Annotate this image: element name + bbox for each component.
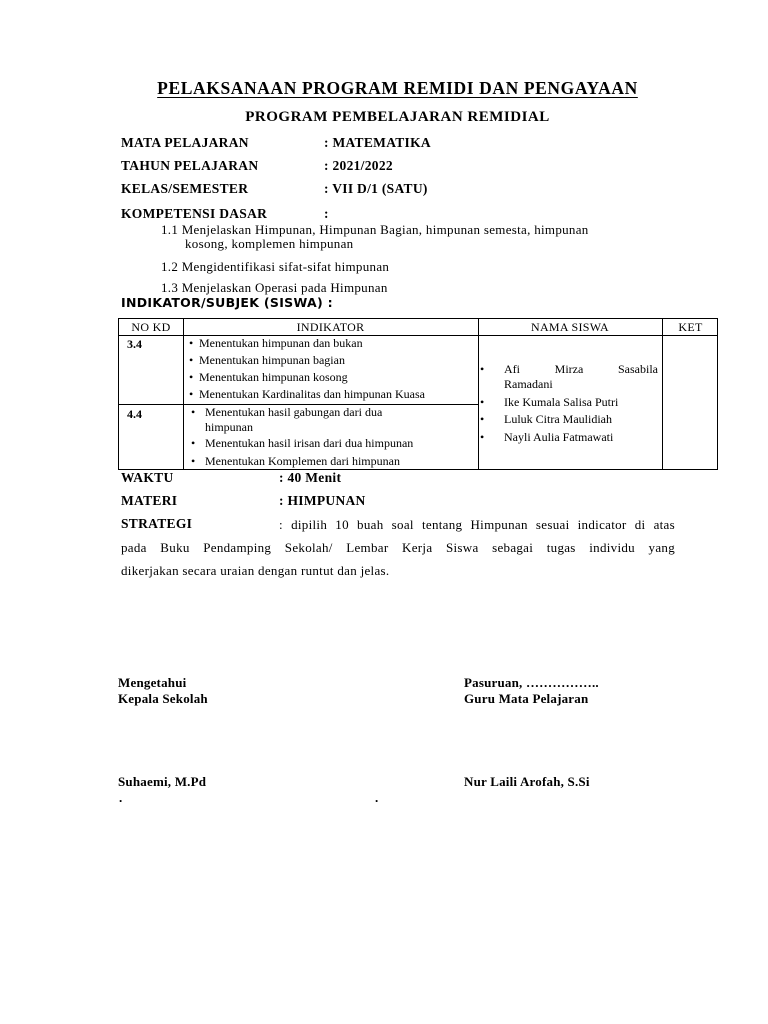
bullet-icon: • [191, 454, 196, 468]
bullet-icon: • [480, 362, 485, 376]
indicator-item: • Menentukan himpunan bagian [189, 353, 345, 367]
kd-item-3: 1.3 Menjelaskan Operasi pada Himpunan [161, 280, 388, 295]
strategi-label: STRATEGI [121, 516, 193, 531]
student-item: • Nayli Aulia Fatmawati [480, 430, 614, 444]
document-title: PELAKSANAAN PROGRAM REMIDI DAN PENGAYAAN [157, 78, 638, 98]
signature-right-line2: Guru Mata Pelajaran [464, 691, 589, 706]
student-item: • Afi Mirza Sasabila Ramadani [480, 362, 658, 391]
indicator-item: • Menentukan hasil irisan dari dua himpunan [191, 436, 414, 450]
bullet-icon: • [189, 387, 194, 401]
waktu-label: WAKTU [121, 470, 174, 485]
indicator-item: • Menentukan Komplemen dari himpunan [191, 454, 400, 468]
materi-value: : HIMPUNAN [279, 493, 366, 508]
kd-item-1-line2: kosong, komplemen himpunan [185, 236, 354, 251]
bullet-icon: • [480, 395, 485, 409]
table-header-ket: KET [678, 320, 703, 334]
signature-right-line1: Pasuruan, …………….. [464, 675, 599, 690]
indicator-item: • Menentukan himpunan kosong [189, 370, 348, 384]
strategi-line-3: dikerjakan secara uraian dengan runtut dan jelas. [121, 563, 390, 578]
strategi-line-2: pada Buku Pendamping Sekolah/ Lembar Kerja Siswa sebagai tugas individu yang [121, 540, 675, 555]
field-value-kelas-semester: : VII D/1 (SATU) [324, 181, 428, 196]
waktu-value: : 40 Menit [279, 470, 342, 485]
field-label-tahun-pelajaran: TAHUN PELAJARAN [121, 158, 259, 173]
kd-item-2: 1.2 Mengidentifikasi sifat-sifat himpunan [161, 259, 390, 274]
indicator-item: • Menentukan himpunan dan bukan [189, 336, 363, 350]
student-item: • Ike Kumala Salisa Putri [480, 395, 619, 409]
document-subtitle: PROGRAM PEMBELAJARAN REMIDIAL [245, 109, 550, 125]
indicator-item: • Menentukan hasil gabungan dari dua himpunan [191, 405, 383, 434]
bullet-icon: • [189, 336, 194, 350]
indikator-table [118, 318, 718, 470]
table-header-indikator: INDIKATOR [296, 320, 365, 334]
kompetensi-colon: : [324, 206, 329, 221]
bullet-icon: • [191, 405, 196, 419]
signature-left-line1: Mengetahui [118, 675, 187, 690]
bullet-icon: • [189, 353, 194, 367]
indikator-heading: INDIKATOR/SUBJEK (SISWA) : [121, 295, 333, 310]
bullet-icon: • [480, 430, 485, 444]
signature-right-name: Nur Laili Arofah, S.Si [464, 774, 590, 789]
table-col-divider [183, 319, 184, 469]
student-item: • Luluk Citra Maulidiah [480, 412, 612, 426]
kompetensi-label: KOMPETENSI DASAR [121, 206, 268, 221]
bullet-icon: • [189, 370, 194, 384]
signature-left-line2: Kepala Sekolah [118, 691, 208, 706]
signature-left-name: Suhaemi, M.Pd [118, 774, 207, 789]
table-col-divider [662, 319, 663, 469]
signature-right-mark: . [375, 790, 379, 805]
table-header-no-kd: NO KD [131, 320, 171, 334]
bullet-icon: • [480, 412, 485, 426]
kd-item-1-line1: 1.1 Menjelaskan Himpunan, Himpunan Bagian, himpunan semesta, himpunan [161, 222, 589, 237]
table-cell-kd-3-4: 3.4 [127, 337, 142, 351]
field-label-kelas-semester: KELAS/SEMESTER [121, 181, 249, 196]
bullet-icon: • [191, 436, 196, 450]
signature-left-mark: . [119, 790, 123, 805]
field-value-mata-pelajaran: : MATEMATIKA [324, 135, 431, 150]
strategi-line-1: : dipilih 10 buah soal tentang Himpunan sesuai indicator di atas [279, 517, 675, 532]
field-label-mata-pelajaran: MATA PELAJARAN [121, 135, 249, 150]
table-header-nama-siswa: NAMA SISWA [530, 320, 609, 334]
indicator-item: • Menentukan Kardinalitas dan himpunan Kuasa [189, 387, 425, 401]
materi-label: MATERI [121, 493, 178, 508]
table-col-divider [478, 319, 479, 469]
table-cell-kd-4-4: 4.4 [127, 407, 142, 421]
field-value-tahun-pelajaran: : 2021/2022 [324, 158, 393, 173]
